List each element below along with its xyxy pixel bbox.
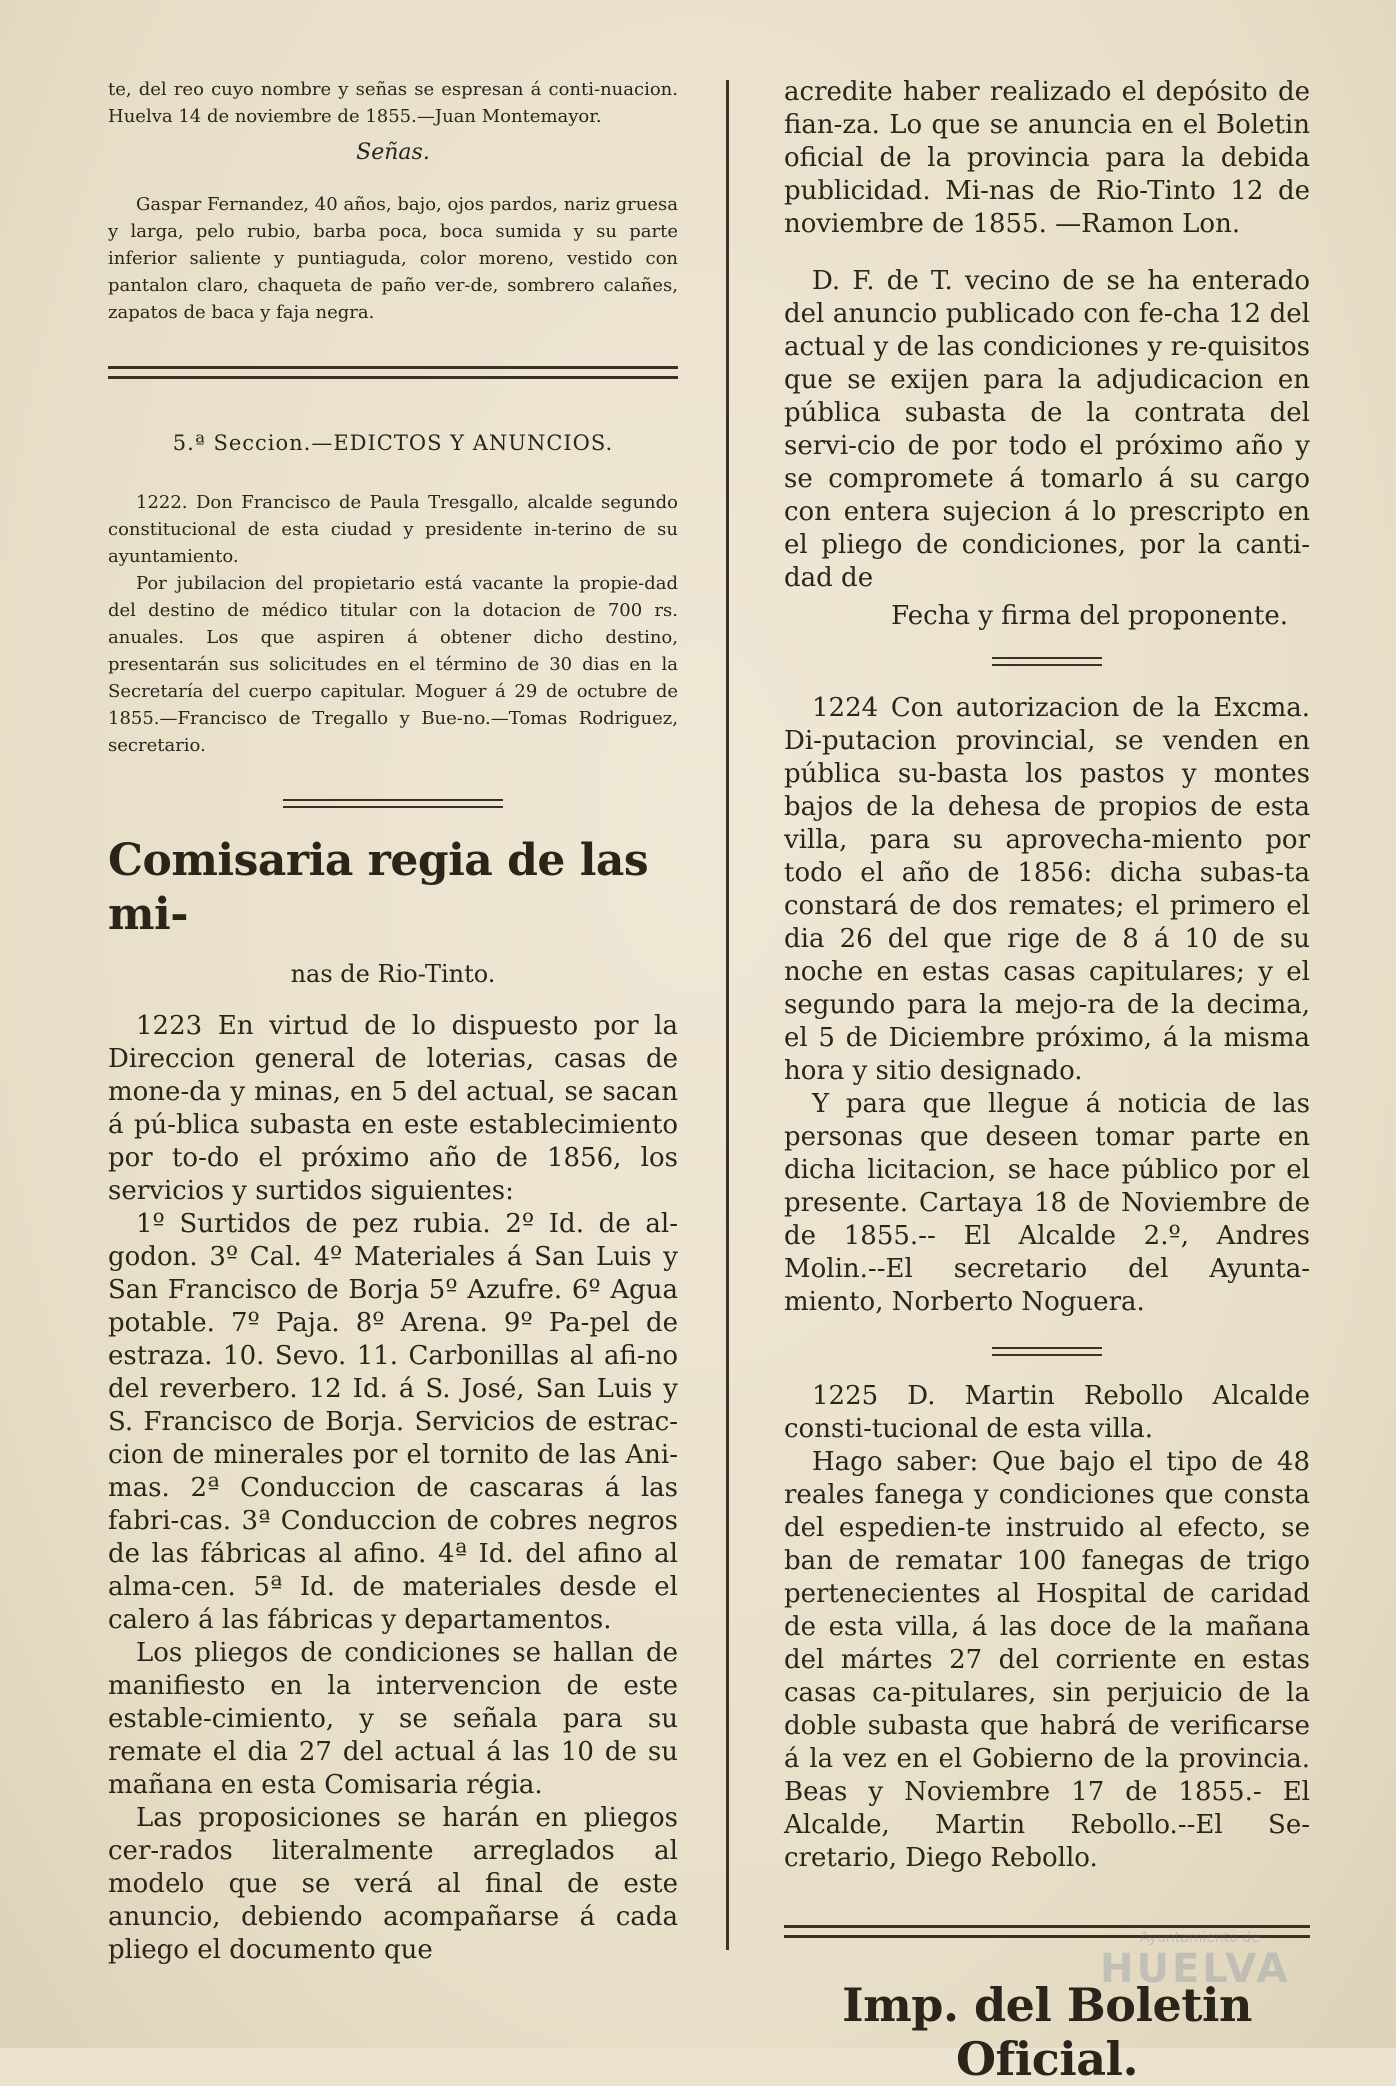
right-column (784, 76, 1310, 2086)
notice-1224-closing: Y para que llegue á noticia de las personas que deseen tomar parte en dicha licitacion, se hace público por el presente. Cartaya 18 de Noviembre de de 1855.-- El Alcalde 2.º, Andres Molin.--El secretario del Ayunta-miento, Norberto Noguera. (784, 1089, 1310, 1317)
senas-heading: Señas. (356, 140, 430, 165)
notice-1224-body: 1224 Con autorizacion de la Excma. Di-putacion provincial, se venden en pública su-basta los pastos y montes bajos de la dehesa de propios de esta villa, para su aprovecha-miento por todo el año de 1856: dicha subas-ta constará de dos remates; el primero el dia 26 del que rige de 8 á 10 de su noche en estas casas capitulares; y el segundo para la mejo-ra de la decima, el 5 de Diciembre próximo, á la misma hora y sitio designado. (784, 693, 1310, 1086)
short-rule (992, 1347, 1102, 1356)
top-text: te, del reo cuyo nombre y señas se espresan á conti-nuacion. Huelva 14 de noviembre de 1855.—Juan Montemayor. (108, 79, 678, 127)
watermark-line1: Ayuntamiento de (1140, 1930, 1260, 1946)
notice-1223-list: 1º Surtidos de pez rubia. 2º Id. de al-godon. 3º Cal. 4º Materiales á San Luis y San Francisco de Borja 5º Azufre. 6º Agua potable. 7º Paja. 8º Arena. 9º Pa-pel de estraza. 10. Sevo. 11. Carbonillas al afi-no del reverbero. 12 Id. á S. José, San Luis y S. Francisco de Borja. Servicios de estrac-cion de minerales por el tornito de las Ani-mas. 2ª Conduccion de cascaras á las fabri-cas. 3ª Conduccion de cobres negros de las fábricas al afino. 4ª Id. del afino al alma-cen. 5ª Id. de materiales desde el calero á las fábricas y departamentos. (108, 1209, 678, 1635)
notice-1225-intro: 1225 D. Martin Rebollo Alcalde consti-tucional de esta villa. (784, 1381, 1310, 1444)
left-column (108, 76, 678, 1967)
continuation-text: acredite haber realizado el depósito de fian-za. Lo que se anuncia en el Boletin oficial de la provincia para la debida publicidad. Mi-nas de Rio-Tinto 12 de noviembre de 1855. —Ramon Lon. (784, 77, 1310, 239)
section-heading: 5.ª Seccion.—EDICTOS Y ANUNCIOS. (172, 431, 614, 455)
notice-1222-intro: 1222. Don Francisco de Paula Tresgallo, alcalde segundo constitucional de esta ciudad y presidente in-terino de su ayuntamiento. (108, 492, 678, 567)
column-divider (726, 80, 729, 1950)
firma-line: Fecha y firma del proponente. (891, 601, 1288, 631)
notice-1222-body: Por jubilacion del propietario está vacante la propie-dad del destino de médico titular con la dotacion de 700 rs. anuales. Los que aspiren á obtener dicho destino, presentarán sus solicitudes en el término de 30 dias en la Secretaría del cuerpo capitular. Moguer á 29 de octubre de 1855.—Francisco de Tregallo y Bue-no.—Tomas Rodriguez, secretario. (108, 573, 678, 756)
watermark-line2: HUELVA (1100, 1946, 1291, 1992)
notice-1223-conditions: Los pliegos de condiciones se hallan de manifiesto en la intervencion de este estable-cimiento, y se señala para su remate el dia 27 del actual á las 10 de su mañana en esta Comisaria régia. (108, 1638, 678, 1800)
printer-imprint: Imp. del Boletin Oficial. (842, 1978, 1252, 2086)
comisaria-subtitle: nas de Rio-Tinto. (290, 960, 496, 988)
short-rule (283, 799, 503, 808)
notice-1225-body: Hago saber: Que bajo el tipo de 48 reales fanega y condiciones que consta del espedien-te instruido al efecto, se ban de rematar 100 fanegas de trigo pertenecientes al Hospital de caridad de esta villa, á las doce de la mañana del mártes 27 del corriente en estas casas ca-pitulares, sin perjuicio de la doble subasta que habrá de verificarse á la vez en el Gobierno de la provincia. Beas y Noviembre 17 de 1855.- El Alcalde, Martin Rebollo.--El Se-cretario, Diego Rebollo. (784, 1447, 1310, 1873)
notice-1223-proposals: Las proposiciones se harán en pliegos cer-rados literalmente arreglados al modelo que se verá al final de este anuncio, debiendo acompañarse á cada pliego el documento que (108, 1803, 678, 1965)
double-rule (108, 366, 678, 379)
notice-1223-intro: 1223 En virtud de lo dispuesto por la Direccion general de loterias, casas de mone-da y minas, en 5 del actual, se sacan á pú-blica subasta en este establecimiento por to-do el próximo año de 1856, los servicios y surtidos siguientes: (108, 1011, 678, 1206)
senas-text: Gaspar Fernandez, 40 años, bajo, ojos pardos, nariz gruesa y larga, pelo rubio, barba poca, boca sumida y su parte inferior saliente y puntiaguda, color moreno, vestido con pantalon claro, chaqueta de paño ver-de, sombrero calañes, zapatos de baca y faja negra. (108, 194, 678, 323)
comisaria-title: Comisaria regia de las mi- (108, 835, 649, 940)
modelo-text: D. F. de T. vecino de se ha enterado del anuncio publicado con fe-cha 12 del actual y de las condiciones y re-quisitos que se exijen para la adjudicacion en pública subasta de la contrata del servi-cio de por todo el próximo año y se compromete á tomarlo á su cargo con entera sujecion á lo prescripto en el pliego de condiciones, por la canti-dad de (784, 266, 1310, 593)
short-rule (992, 657, 1102, 666)
archive-watermark (990, 1930, 1320, 2030)
